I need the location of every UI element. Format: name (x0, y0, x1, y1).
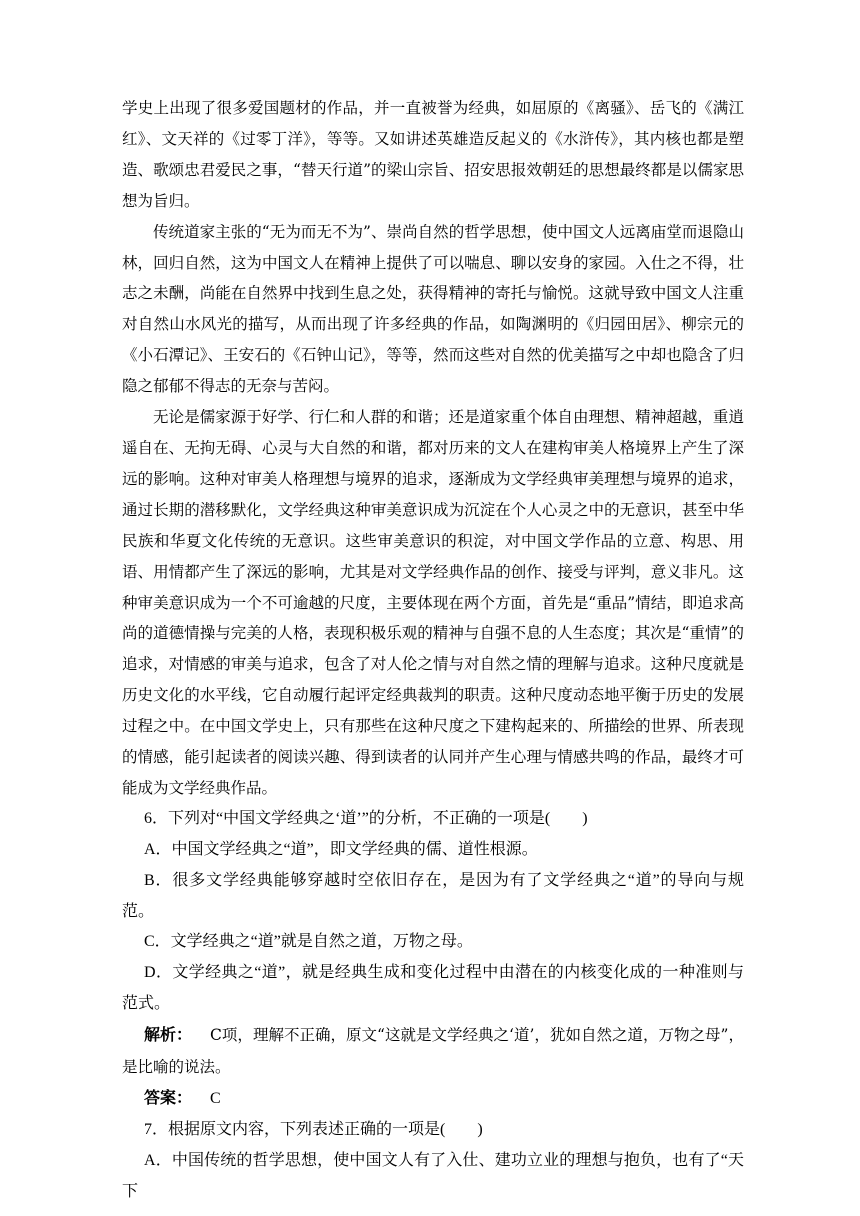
question-6-option-b: B．很多文学经典能够穿越时空依旧存在，是因为有了文学经典之“道”的导向与规范。 (122, 871, 744, 920)
question-6-option-a: A．中国文学经典之“道”，即文学经典的儒、道性根源。 (144, 840, 538, 858)
analysis-text: C项，理解不正确，原文“这就是文学经典之‘道’，犹如自然之道，万物之母”，是比喻的说法。 (122, 1026, 744, 1077)
document-page (122, 93, 744, 1208)
question-6-answer (122, 1084, 744, 1115)
question-6-analysis (122, 1020, 744, 1084)
question-6-option-d: D．文学经典之“道”，就是经典生成和变化过程中由潜在的内核变化成的一种准则与范式。 (122, 964, 744, 1013)
question-6-option-c: C．文学经典之“道”就是自然之道，万物之母。 (144, 933, 473, 951)
passage-paragraph-1: 学史上出现了很多爱国题材的作品，并一直被誉为经典，如屈原的《离骚》、岳飞的《满江红》、文天祥的《过零丁洋》，等等。又如讲述英雄造反起义的《水浒传》，其内核也都是塑造、歌颂忠君爱民之事，“替天行道”的梁山宗旨、招安思报效朝廷的思想最终都是以儒家思想为旨归。 (122, 99, 744, 210)
analysis-label: 解析： (144, 1027, 193, 1045)
question-7-option-a: A．中国传统的哲学思想，使中国文人有了入仕、建功立业的理想与抱负，也有了“天下 (122, 1151, 744, 1200)
answer-value: C (210, 1090, 221, 1107)
question-6-stem: 6．下列对“中国文学经典之‘道’”的分析，不正确的一项是( ) (144, 809, 588, 827)
question-7-stem: 7．根据原文内容，下列表述正确的一项是( ) (144, 1120, 483, 1138)
passage-paragraph-3: 无论是儒家源于好学、行仁和人群的和谐；还是道家重个体自由理想、精神超越，重逍遥自在、无拘无碍、心灵与大自然的和谐，都对历来的文人在建构审美人格境界上产生了深远的影响。这种对审美人格理想与境界的追求，逐渐成为文学经典审美理想与境界的追求，通过长期的潜移默化，文学经典这种审美意识成为沉淀在个人心灵之中的无意识，甚至中华民族和华夏文化传统的无意识。这些审美意识的积淀，对中国文学作品的立意、构思、用语、用情都产生了深远的影响，尤其是对文学经典作品的创作、接受与评判，意义非凡。这种审美意识成为一个不可逾越的尺度，主要体现在两个方面，首先是“重品”情结，即追求高尚的道德情操与完美的人格，表现积极乐观的精神与自强不息的人生态度；其次是“重情”的追求，对情感的审美与追求，包含了对人伦之情与对自然之情的理解与追求。这种尺度就是历史文化的水平线，它自动履行起评定经典裁判的职责。这种尺度动态地平衡于历史的发展过程之中。在中国文学史上，只有那些在这种尺度之下建构起来的、所描绘的世界、所表现的情感，能引起读者的阅读兴趣、得到读者的认同并产生心理与情感共鸣的作品，最终才可能成为文学经典作品。 (122, 408, 744, 797)
passage-paragraph-2: 传统道家主张的“无为而无不为”、崇尚自然的哲学思想，使中国文人远离庙堂而退隐山林，回归自然，这为中国文人在精神上提供了可以喘息、聊以安身的家园。入仕之不得，壮志之未酬，尚能在自然界中找到生息之处，获得精神的寄托与愉悦。这就导致中国文人注重对自然山水风光的描写，从而出现了许多经典的作品，如陶渊明的《归园田居》、柳宗元的《小石潭记》、王安石的《石钟山记》，等等，然而这些对自然的优美描写之中却也隐含了归隐之郁郁不得志的无奈与苦闷。 (122, 222, 744, 396)
answer-label: 答案： (144, 1090, 193, 1107)
